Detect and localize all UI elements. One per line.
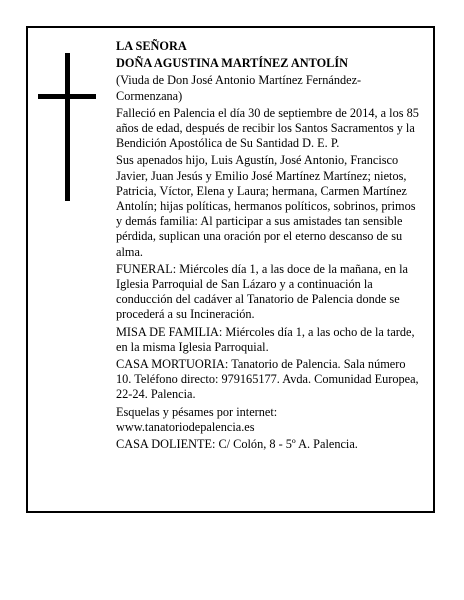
obituary-notice — [26, 26, 435, 513]
funeral-info: FUNERAL: Miércoles día 1, a las doce de la mañana, en la Iglesia Parroquial de San Lázaro y a continuación la conducción del cadáver al Tanatorio de Palencia donde se procederá a su Incineración. — [116, 261, 408, 322]
funeral-home-info: CASA MORTUORIA: Tanatorio de Palencia. Sala número 10. Teléfono directo: 979165177. Avda. Comunidad Europea, 22-24. Palencia. — [116, 357, 419, 402]
deceased-name: DOÑA AGUSTINA MARTÍNEZ ANTOLÍN — [116, 56, 349, 71]
death-notice: Falleció en Palencia el día 30 de septiembre de 2014, a los 85 años de edad, después de recibir los Santos Sacramentos y la Bendición Apostólica de Su Santidad D. E. P. — [116, 105, 419, 151]
mourners: Sus apenados hijo, Luis Agustín, José Antonio, Francisco Javier, Juan Jesús y Emilio José Martínez Martínez; nietos, Patricia, Víctor, Elena y Laura; hermana, Carmen Martínez Antolín; hijas políticas, hermanos políticos, sobrinos, primos y demás familia: Al participar a sus amistades tan sensible pérdida, suplican una oración por el eterno descanso de su alma. — [116, 153, 416, 259]
cross-horizontal-bar — [38, 94, 96, 99]
condolences-label: Esquelas y pésames por internet: — [116, 404, 278, 419]
title-line-1: LA SEÑORA — [116, 39, 187, 53]
family-mass-info: MISA DE FAMILIA: Miércoles día 1, a las ocho de la tarde, en la misma Iglesia Parroquial. — [116, 324, 415, 354]
cross-icon — [38, 53, 96, 201]
obituary-text — [116, 39, 421, 454]
condolences-url: www.tanatoriodepalencia.es — [116, 419, 255, 434]
condolences-info — [116, 405, 421, 435]
family-home-info: CASA DOLIENTE: C/ Colón, 8 - 5º A. Palencia. — [116, 437, 358, 452]
cross-vertical-bar — [65, 53, 70, 201]
widow-of: (Viuda de Don José Antonio Martínez Fernández-Cormenzana) — [116, 73, 362, 103]
